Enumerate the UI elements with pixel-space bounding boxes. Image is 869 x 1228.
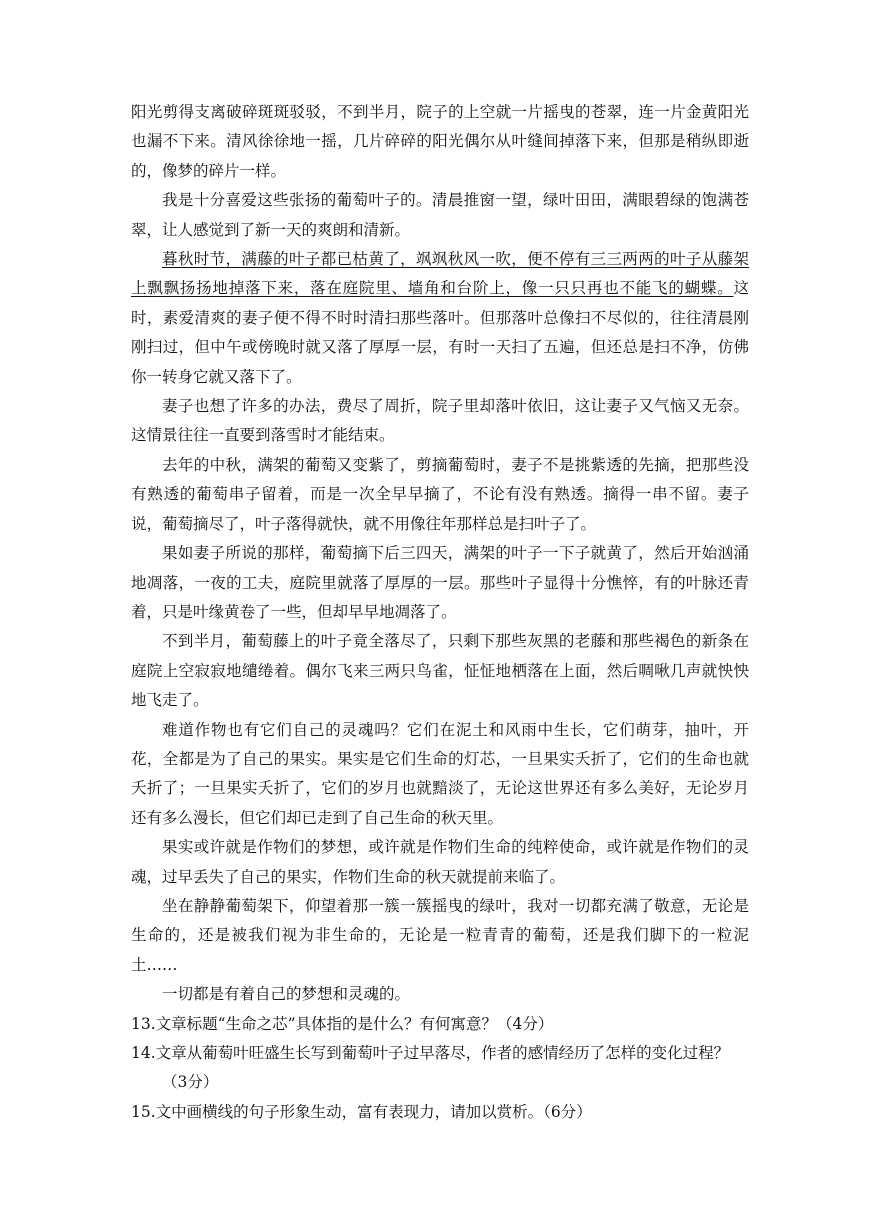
paragraph-8: 难道作物也有它们自己的灵魂吗？它们在泥土和风雨中生长，它们萌芽，抽叶，开花，全都是为了自己的果实。果实是它们生命的灯芯，一旦果实夭折了，它们的生命也就夭折了；一旦果实夭折了，它们的岁月也就黯淡了，无论这世界还有多么美好，无论岁月还有多么漫长，但它们却已走到了自己生命的秋天里。 xyxy=(131,720,749,827)
article-body xyxy=(131,98,749,1127)
underlined-sentence: 暮秋时节，满藤的叶子都已枯黄了，飒飒秋风一吹，便不停有三三两两的叶子从藤架上飘飘扬扬地掉落下来，落在庭院里、墙角和台阶上，像一只只再也不能飞的蝴蝶。 xyxy=(131,250,749,298)
paragraph-4: 妻子也想了许多的办法，费尽了周折，院子里却落叶依旧，这让妻子又气恼又无奈。这情景往往一直要到落雪时才能结束。 xyxy=(131,397,749,445)
paragraph-11: 一切都是有着自己的梦想和灵魂的。 xyxy=(162,985,411,1004)
paragraph-3-rest: 这时，素爱清爽的妻子便不得不时时清扫那些落叶。但那落叶总像扫不尽似的，往往清晨刚刚扫过，但中午或傍晚时就又落了厚厚一层，有时一天扫了五遍，但还总是扫不净，仿佛你一转身它就又落下了。 xyxy=(131,279,749,386)
paragraph-6: 果如妻子所说的那样，葡萄摘下后三四天，满架的叶子一下子就黄了，然后开始汹涌地凋落，一夜的工夫，庭院里就落了厚厚的一层。那些叶子显得十分憔悴，有的叶脉还青着，只是叶缘黄卷了一些，但却早早地凋落了。 xyxy=(131,544,749,621)
question-14: 14.文章从葡萄叶旺盛生长写到葡萄叶子过早落尽，作者的感情经历了怎样的变化过程？（3分） xyxy=(131,1044,730,1092)
paragraph-3 xyxy=(131,245,749,392)
paragraph-10: 坐在静静葡萄架下，仰望着那一簇一簇摇曳的绿叶，我对一切都充满了敬意，无论是生命的，还是被我们视为非生命的，无论是一粒青青的葡萄，还是我们脚下的一粒泥土…… xyxy=(131,896,749,974)
paragraph-1: 阳光剪得支离破碎斑斑驳驳，不到半月，院子的上空就一片摇曳的苍翠，连一片金黄阳光也漏不下来。清风徐徐地一摇，几片碎碎的阳光偶尔从叶缝间掉落下来，但那是稍纵即逝的，像梦的碎片一样。 xyxy=(131,103,749,180)
paragraph-7: 不到半月，葡萄藤上的叶子竟全落尽了，只剩下那些灰黑的老藤和那些褐色的新条在庭院上空寂寂地缱绻着。偶尔飞来三两只鸟雀，怔怔地栖落在上面，然后啁啾几声就怏怏地飞走了。 xyxy=(131,632,749,710)
question-13: 13.文章标题“生命之芯”具体指的是什么？有何寓意？（4分） xyxy=(131,1014,554,1033)
paragraph-2: 我是十分喜爱这些张扬的葡萄叶子的。清晨推窗一望，绿叶田田，满眼碧绿的饱满苍翠，让人感觉到了新一天的爽朗和清新。 xyxy=(131,191,749,239)
question-15: 15.文中画横线的句子形象生动，富有表现力，请加以赏析。（6分） xyxy=(131,1102,592,1121)
paragraph-5: 去年的中秋，满架的葡萄又变紫了，剪摘葡萄时，妻子不是挑紫透的先摘，把那些没有熟透的葡萄串子留着，而是一次全早早摘了，不论有没有熟透。摘得一串不留。妻子说，葡萄摘尽了，叶子落得就快，就不用像往年那样总是扫叶子了。 xyxy=(131,455,749,533)
paragraph-9: 果实或许就是作物们的梦想，或许就是作物们生命的纯粹使命，或许就是作物们的灵魂，过早丢失了自己的果实，作物们生命的秋天就提前来临了。 xyxy=(131,838,749,886)
